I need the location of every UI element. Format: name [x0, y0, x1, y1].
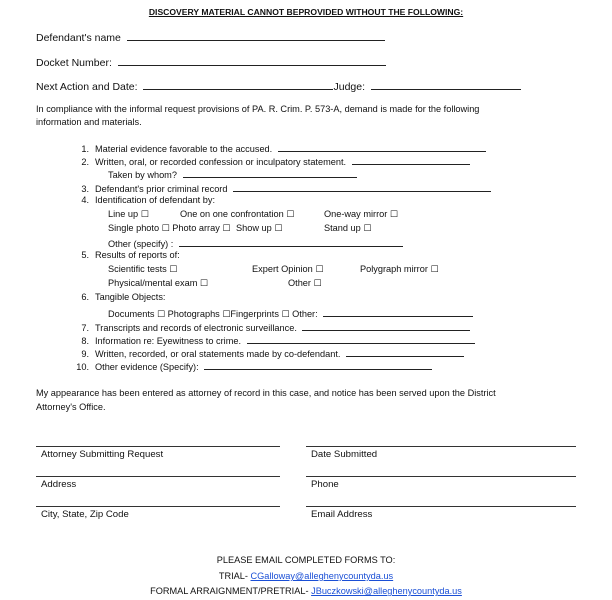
email-address-label: Email Address — [311, 509, 373, 520]
address-label: Address — [41, 479, 77, 490]
checkbox-stand-up[interactable]: ☐ — [363, 224, 372, 234]
checkbox-polygraph[interactable]: ☐ — [430, 265, 439, 275]
option-label: Stand up — [324, 223, 361, 233]
item-4-option-stand-up — [324, 223, 371, 234]
trial-contact — [0, 571, 612, 581]
next-action-row — [36, 79, 521, 93]
item-7-input[interactable] — [302, 320, 470, 331]
appearance-line-2: Attorney's Office. — [36, 402, 106, 412]
option-label: Documents — [108, 309, 155, 319]
option-label: Single photo — [108, 223, 160, 233]
option-label: Fingerprints — [230, 309, 279, 319]
item-5-option-physical — [108, 278, 208, 289]
item-10-input[interactable] — [204, 359, 432, 370]
item-4-option-one-on-one — [180, 209, 294, 220]
checkbox-show-up[interactable]: ☐ — [274, 224, 283, 234]
item-text: Material evidence favorable to the accused. — [95, 144, 273, 154]
option-label: Other — [288, 278, 311, 288]
item-5-option-expert — [252, 264, 323, 275]
checkbox-physical-mental[interactable]: ☐ — [199, 279, 208, 289]
attorney-label: Attorney Submitting Request — [41, 449, 164, 460]
item-4-other — [108, 236, 403, 249]
phone-line[interactable] — [306, 476, 576, 477]
defendant-name-input[interactable] — [127, 30, 385, 41]
item-2-sub — [108, 167, 357, 180]
item-4-options-row-2 — [108, 223, 282, 234]
item-9 — [73, 346, 464, 359]
item-2-input[interactable] — [352, 154, 470, 165]
item-5-option-other — [288, 278, 322, 289]
taken-by-input[interactable] — [183, 167, 357, 178]
item-4-options-row-1 — [108, 209, 149, 220]
intro-line-2: information and materials. — [36, 117, 142, 127]
item-5 — [73, 250, 180, 260]
item-6-other-input[interactable] — [323, 306, 473, 317]
item-1-input[interactable] — [278, 141, 486, 152]
defendant-name-row — [36, 30, 385, 44]
trial-label: TRIAL- — [218, 571, 248, 581]
checkbox-documents[interactable]: ☐ — [157, 310, 166, 320]
item-10 — [73, 359, 432, 372]
item-text: Defendant's prior criminal record — [95, 184, 228, 194]
option-label: Polygraph mirror — [360, 264, 428, 274]
checkbox-line-up[interactable]: ☐ — [140, 210, 149, 220]
option-label: Other: — [292, 309, 318, 319]
trial-email-link[interactable]: CGalloway@alleghenycountyda.us — [250, 571, 394, 581]
item-9-input[interactable] — [346, 346, 464, 357]
item-number: 10. — [76, 362, 89, 372]
option-label: Photo array — [172, 223, 220, 233]
item-text: Results of reports of: — [95, 250, 180, 260]
judge-input[interactable] — [371, 79, 521, 90]
item-6 — [73, 292, 165, 302]
item-4 — [73, 195, 215, 205]
arraignment-email-link[interactable]: JBuczkowski@alleghenycountyda.us — [311, 586, 462, 596]
city-state-zip-line[interactable] — [36, 506, 280, 507]
item-text: Tangible Objects: — [95, 292, 166, 302]
item-1 — [73, 141, 486, 154]
option-label: One-way mirror — [324, 209, 388, 219]
item-number: 7. — [81, 323, 89, 333]
judge-label: Judge: — [333, 81, 366, 93]
option-line-up: Line up — [108, 209, 139, 219]
item-8-input[interactable] — [247, 333, 475, 344]
next-action-input[interactable] — [143, 79, 333, 90]
item-number: 1. — [81, 144, 89, 154]
docket-number-input[interactable] — [118, 55, 386, 66]
item-number: 8. — [81, 336, 89, 346]
option-label: Show up — [236, 223, 272, 233]
item-text: Identification of defendant by: — [95, 195, 216, 205]
item-4-option-one-way-mirror — [324, 209, 398, 220]
item-number: 6. — [81, 292, 89, 302]
next-action-label: Next Action and Date: — [36, 81, 138, 93]
checkbox-photo-array[interactable]: ☐ — [222, 224, 231, 234]
form-title: DISCOVERY MATERIAL CANNOT BEPROVIDED WITHOUT THE FOLLOWING: — [148, 7, 464, 17]
item-text: Other evidence (Specify): — [95, 362, 199, 372]
item-number: 4. — [81, 195, 89, 205]
item-5-option-scientific — [108, 264, 177, 275]
item-number: 2. — [81, 157, 89, 167]
appearance-line-1: My appearance has been entered as attorney of record in this case, and notice has been served upon the District — [36, 388, 496, 398]
address-line[interactable] — [36, 476, 280, 477]
checkbox-scientific-tests[interactable]: ☐ — [169, 265, 178, 275]
item-7 — [73, 320, 470, 333]
option-label: Expert Opinion — [252, 264, 313, 274]
phone-label: Phone — [311, 479, 339, 490]
option-label: Physical/mental exam — [108, 278, 198, 288]
other-specify-input[interactable] — [179, 236, 403, 247]
item-text: Transcripts and records of electronic surveillance. — [95, 323, 297, 333]
item-text: Written, oral, or recorded confession or inculpatory statement. — [95, 157, 347, 167]
date-submitted-label: Date Submitted — [311, 449, 378, 460]
email-address-line[interactable] — [306, 506, 576, 507]
item-number: 9. — [81, 349, 89, 359]
city-state-zip-label: City, State, Zip Code — [41, 509, 129, 520]
footer-heading: PLEASE EMAIL COMPLETED FORMS TO: — [216, 555, 396, 565]
docket-number-row — [36, 55, 386, 69]
item-3 — [73, 181, 491, 194]
taken-by-label: Taken by whom? — [108, 170, 177, 180]
checkbox-one-way-mirror[interactable]: ☐ — [389, 210, 398, 220]
checkbox-other[interactable]: ☐ — [313, 279, 322, 289]
checkbox-expert-opinion[interactable]: ☐ — [315, 265, 324, 275]
date-submitted-line[interactable] — [306, 446, 576, 447]
attorney-signature-line[interactable] — [36, 446, 280, 447]
item-6-options — [108, 306, 473, 320]
item-2 — [73, 154, 470, 167]
item-5-option-polygraph — [360, 264, 439, 275]
checkbox-one-on-one[interactable]: ☐ — [286, 210, 295, 220]
item-number: 3. — [81, 184, 89, 194]
option-label: One on one confrontation — [180, 209, 284, 219]
arraignment-contact — [0, 586, 612, 596]
other-specify-label: Other (specify) : — [108, 239, 174, 249]
option-label: Scientific tests — [108, 264, 167, 274]
item-text: Information re: Eyewitness to crime. — [95, 336, 242, 346]
checkbox-single-photo[interactable]: ☐ — [161, 224, 170, 234]
defendant-name-label: Defendant's name — [36, 32, 121, 44]
option-label: Photographs — [167, 309, 220, 319]
checkbox-fingerprints[interactable]: ☐ — [281, 310, 290, 320]
docket-number-label: Docket Number: — [36, 57, 112, 69]
arraignment-label: FORMAL ARRAIGNMENT/PRETRIAL- — [150, 586, 309, 596]
item-number: 5. — [81, 250, 89, 260]
item-3-input[interactable] — [233, 181, 491, 192]
item-8 — [73, 333, 475, 346]
item-text: Written, recorded, or oral statements made by co-defendant. — [95, 349, 341, 359]
intro-line-1: In compliance with the informal request provisions of PA. R. Crim. P. 573-A, demand is made for the following — [36, 104, 480, 114]
checkbox-photographs[interactable]: ☐ — [222, 310, 231, 320]
